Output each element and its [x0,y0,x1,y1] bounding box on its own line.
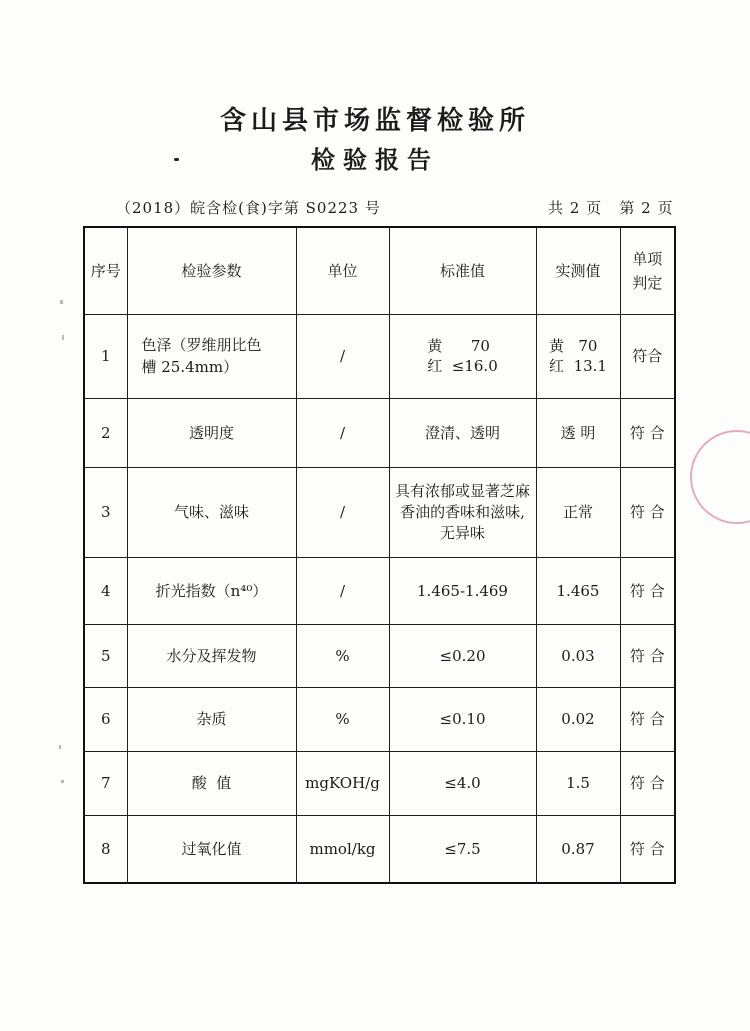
row-verdict: 符 合 [620,687,675,751]
row-no: 4 [84,557,127,624]
row-verdict: 符 合 [620,467,675,557]
header-measured: 实测值 [536,227,620,314]
row-standard: ≤7.5 [389,815,536,883]
header-param: 检验参数 [127,227,296,314]
table-row [84,467,675,557]
row-param-text: 色泽（罗维朋比色槽 25.4mm） [141,336,262,376]
row-param: 透明度 [127,398,296,467]
row-measured: 1.465 [536,557,620,624]
row-standard: ≤0.10 [389,687,536,751]
measured-line: 黄 70 [549,337,598,355]
header-verdict [620,227,675,314]
row-measured: 透 明 [536,398,620,467]
page-info: 共 2 页 第 2 页 [548,199,674,217]
measured-pair [549,336,607,376]
table-row [84,751,675,815]
row-verdict: 符 合 [620,751,675,815]
table-header-row [84,227,675,314]
row-param: 水分及挥发物 [127,624,296,687]
row-no: 1 [84,314,127,398]
measured-line: 红 13.1 [549,357,607,375]
header-no: 序号 [84,227,127,314]
row-unit: / [296,314,389,398]
row-measured: 正常 [536,467,620,557]
row-verdict: 符合 [620,314,675,398]
row-standard: 澄清、透明 [389,398,536,467]
header-verdict-label: 单项判定 [632,249,663,292]
row-measured [536,314,620,398]
standard-line: 黄 70 [427,337,490,355]
row-param: 折光指数（n⁴⁰） [127,557,296,624]
row-unit: % [296,687,389,751]
ink-dot [174,158,179,161]
row-no: 6 [84,687,127,751]
scan-speck [60,300,63,304]
row-no: 5 [84,624,127,687]
row-standard: ≤4.0 [389,751,536,815]
row-measured: 1.5 [536,751,620,815]
row-unit: % [296,624,389,687]
row-unit: mmol/kg [296,815,389,883]
standard-pair [427,336,498,376]
row-param: 酸 值 [127,751,296,815]
standard-multiline [395,481,530,544]
row-param: 气味、滋味 [127,467,296,557]
row-standard [389,314,536,398]
standard-line: 香油的香味和滋味, [400,502,525,521]
table-row [84,815,675,883]
scan-speck [62,335,64,340]
table-row [84,314,675,398]
table-row [84,557,675,624]
row-param [127,314,296,398]
row-verdict: 符 合 [620,624,675,687]
row-verdict: 符 合 [620,815,675,883]
row-no: 7 [84,751,127,815]
row-measured: 0.87 [536,815,620,883]
row-verdict: 符 合 [620,557,675,624]
standard-line: 红 ≤16.0 [427,357,498,375]
row-param: 杂质 [127,687,296,751]
table-row [84,624,675,687]
row-standard: 1.465-1.469 [389,557,536,624]
standard-line: 具有浓郁或显著芝麻 [394,481,530,500]
row-no: 2 [84,398,127,467]
report-number: （2018）皖含检(食)字第 S0223 号 [116,199,381,217]
header-unit: 单位 [296,227,389,314]
standard-line: 无异味 [439,523,485,542]
report-title: 检验报告 [311,145,439,174]
row-measured: 0.02 [536,687,620,751]
row-unit: / [296,398,389,467]
row-unit: / [296,557,389,624]
row-unit: / [296,467,389,557]
organization-title: 含山县市场监督检验所 [219,106,530,136]
row-no: 8 [84,815,127,883]
row-no: 3 [84,467,127,557]
scan-speck [59,745,61,749]
scan-speck [61,780,64,783]
row-unit: mgKOH/g [296,751,389,815]
row-standard [389,467,536,557]
red-seal-stamp [690,430,750,524]
row-verdict: 符 合 [620,398,675,467]
table-row [84,398,675,467]
table-row [84,687,675,751]
row-measured: 0.03 [536,624,620,687]
row-standard: ≤0.20 [389,624,536,687]
row-param: 过氧化值 [127,815,296,883]
header-standard: 标准值 [389,227,536,314]
inspection-table [83,226,676,884]
